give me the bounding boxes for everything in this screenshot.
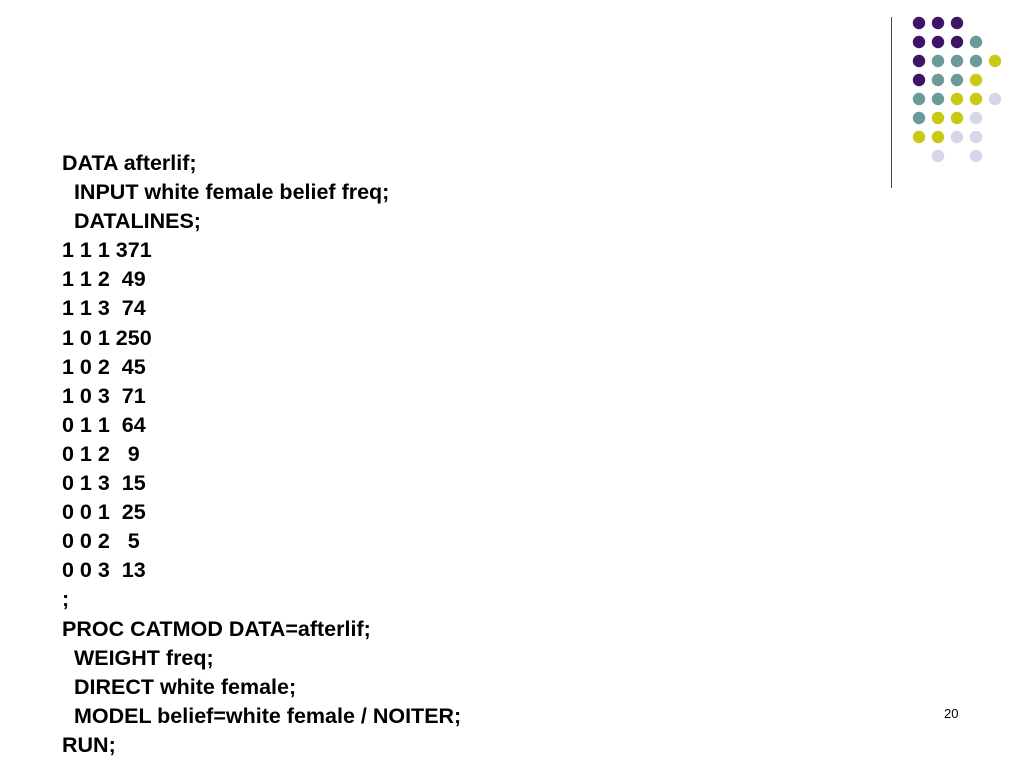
- decorative-dot: [951, 36, 963, 48]
- decorative-dot: [951, 93, 963, 105]
- decorative-dot: [951, 55, 963, 67]
- decorative-dot: [970, 55, 982, 67]
- slide-number: 20: [944, 706, 959, 721]
- decorative-dot: [932, 150, 944, 162]
- decorative-dot: [951, 17, 963, 29]
- code-line: 1 0 3 71: [62, 383, 146, 408]
- code-line: 0 0 2 5: [62, 529, 140, 554]
- decorative-dot: [913, 55, 925, 67]
- code-line: 1 1 1 371: [62, 238, 152, 263]
- code-line: MODEL belief=white female / NOITER;: [62, 703, 462, 728]
- decorative-dot: [970, 93, 982, 105]
- decorative-dot: [913, 74, 925, 86]
- decorative-dot: [913, 17, 925, 29]
- decorative-dot: [970, 36, 982, 48]
- code-line: INPUT white female belief freq;: [62, 180, 390, 205]
- code-line: 1 1 3 74: [62, 296, 146, 321]
- code-line: 0 1 3 15: [62, 471, 146, 496]
- code-line: 0 0 3 13: [62, 558, 146, 583]
- code-line: RUN;: [62, 732, 116, 757]
- decorative-dot: [932, 112, 944, 124]
- code-line: 1 0 1 250: [62, 325, 152, 350]
- decorative-dot: [932, 55, 944, 67]
- decorative-dot: [970, 131, 982, 143]
- code-line: 0 0 1 25: [62, 500, 146, 525]
- decorative-dot: [913, 93, 925, 105]
- code-line: 0 1 1 64: [62, 412, 146, 437]
- decorative-dot: [970, 150, 982, 162]
- vertical-divider-line: [891, 17, 892, 188]
- decorative-dot: [932, 93, 944, 105]
- decorative-dot: [932, 131, 944, 143]
- decorative-dot: [932, 36, 944, 48]
- code-line: WEIGHT freq;: [62, 645, 214, 670]
- decorative-dot: [989, 55, 1001, 67]
- code-line: DATALINES;: [62, 209, 201, 234]
- decorative-dot: [913, 112, 925, 124]
- decorative-dot: [970, 112, 982, 124]
- code-line: ;: [62, 587, 70, 612]
- code-line: PROC CATMOD DATA=afterlif;: [62, 616, 371, 641]
- code-line: 1 1 2 49: [62, 267, 146, 292]
- sas-code-block: [62, 149, 461, 760]
- code-line: 1 0 2 45: [62, 354, 146, 379]
- decorative-dot: [913, 36, 925, 48]
- decorative-dot: [989, 93, 1001, 105]
- code-line: DATA afterlif;: [62, 151, 197, 175]
- code-line: 0 1 2 9: [62, 441, 140, 466]
- decorative-dot: [951, 131, 963, 143]
- decorative-dot: [970, 74, 982, 86]
- code-line: DIRECT white female;: [62, 674, 297, 699]
- decorative-dot: [951, 112, 963, 124]
- decorative-dot: [951, 74, 963, 86]
- decorative-dot: [932, 74, 944, 86]
- decorative-dot: [932, 17, 944, 29]
- decorative-dot: [913, 131, 925, 143]
